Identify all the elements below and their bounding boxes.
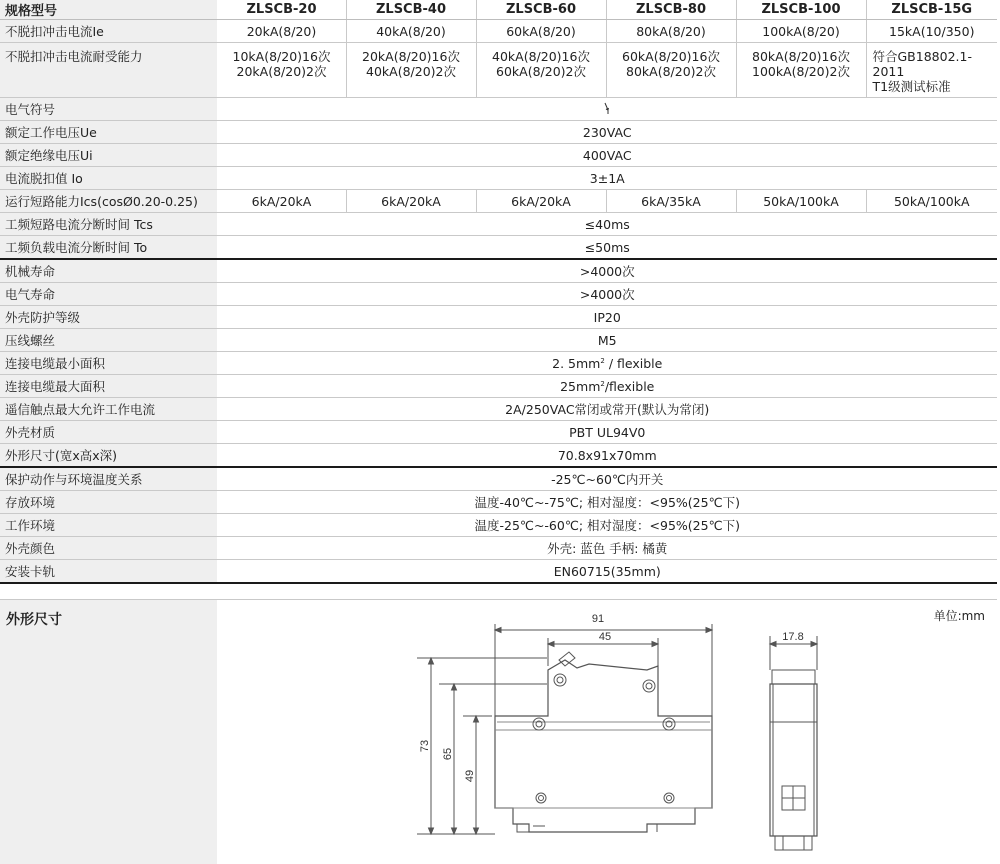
cell: IP20 xyxy=(217,306,997,329)
dim-label-91: 91 xyxy=(591,613,605,625)
row-label: 电流脱扣值 Io xyxy=(0,167,217,190)
dimension-section xyxy=(0,599,997,864)
cell: 15kA(10/350) xyxy=(866,20,997,43)
row-storage xyxy=(0,491,997,514)
row-ie xyxy=(0,20,997,43)
cell: PBT UL94V0 xyxy=(217,421,997,444)
row-label: 外壳防护等级 xyxy=(0,306,217,329)
row-label: 机械寿命 xyxy=(0,259,217,283)
cell xyxy=(217,375,997,398)
row-material xyxy=(0,421,997,444)
row-label: 遥信触点最大允许工作电流 xyxy=(0,398,217,421)
cell: 50kA/100kA xyxy=(866,190,997,213)
dim-label-65: 65 xyxy=(442,747,454,761)
cell: 6kA/20kA xyxy=(217,190,346,213)
row-label: 电气符号 xyxy=(0,98,217,121)
cell: ≤50ms xyxy=(217,236,997,260)
cell xyxy=(217,352,997,375)
unit-label: 单位:mm xyxy=(933,609,985,623)
row-label: 压线螺丝 xyxy=(0,329,217,352)
cell: EN60715(35mm) xyxy=(217,560,997,584)
row-label: 外壳颜色 xyxy=(0,537,217,560)
superscript: 2 xyxy=(600,356,605,365)
cell-text: /flexible xyxy=(604,378,655,394)
header-row xyxy=(0,0,997,20)
row-label: 额定工作电压Ue xyxy=(0,121,217,144)
row-label: 额定绝缘电压Ui xyxy=(0,144,217,167)
cell: >4000次 xyxy=(217,283,997,306)
dim-label-73: 73 xyxy=(419,739,431,753)
cell: 70.8x91x70mm xyxy=(217,444,997,468)
row-temp-protect xyxy=(0,467,997,491)
row-ip xyxy=(0,306,997,329)
row-cable-min xyxy=(0,352,997,375)
dimension-title-panel xyxy=(0,600,217,864)
row-symbol xyxy=(0,98,997,121)
row-label: 连接电缆最小面积 xyxy=(0,352,217,375)
cell: ≤40ms xyxy=(217,213,997,236)
cell-line: 40kA(8/20)16次 xyxy=(492,49,590,64)
cell: 3±1A xyxy=(217,167,997,190)
row-dims xyxy=(0,444,997,468)
row-io xyxy=(0,167,997,190)
row-work xyxy=(0,514,997,537)
model-3: ZLSCB-80 xyxy=(606,0,736,20)
cell xyxy=(217,43,346,98)
electrical-symbol xyxy=(217,98,997,121)
model-4: ZLSCB-100 xyxy=(736,0,866,20)
cell: 6kA/20kA xyxy=(476,190,606,213)
model-5: ZLSCB-15G xyxy=(866,0,997,20)
cell: 230VAC xyxy=(217,121,997,144)
row-rail xyxy=(0,560,997,584)
row-label: 保护动作与环境温度关系 xyxy=(0,467,217,491)
row-signal xyxy=(0,398,997,421)
dim-label-45: 45 xyxy=(598,631,612,643)
cell xyxy=(346,43,476,98)
cell xyxy=(866,43,997,98)
row-withstand xyxy=(0,43,997,98)
cell-line: 20kA(8/20)2次 xyxy=(236,64,327,79)
cell xyxy=(606,43,736,98)
cell: 6kA/35kA xyxy=(606,190,736,213)
cell-line: 80kA(8/20)16次 xyxy=(752,49,850,64)
dimension-drawing xyxy=(217,600,997,864)
cell-text: 25mm xyxy=(560,378,601,394)
row-label: 工频短路电流分断时间 Tcs xyxy=(0,213,217,236)
row-ue xyxy=(0,121,997,144)
row-label: 存放环境 xyxy=(0,491,217,514)
model-0: ZLSCB-20 xyxy=(217,0,346,20)
cell-line: 80kA(8/20)2次 xyxy=(626,64,716,79)
cell-line: 40kA(8/20)2次 xyxy=(366,64,456,79)
cell xyxy=(476,43,606,98)
cell: 400VAC xyxy=(217,144,997,167)
cell: 6kA/20kA xyxy=(346,190,476,213)
cell-line: 60kA(8/20)16次 xyxy=(622,49,720,64)
row-elec-life xyxy=(0,283,997,306)
row-label: 运行短路能力Ics(cosØ0.20-0.25) xyxy=(0,190,217,213)
cell: 20kA(8/20) xyxy=(217,20,346,43)
cell: 80kA(8/20) xyxy=(606,20,736,43)
dim-label-17-8: 17.8 xyxy=(782,631,804,643)
cell-line: 10kA(8/20)16次 xyxy=(232,49,331,64)
cell-line: 100kA(8/20)2次 xyxy=(752,64,850,79)
cell: M5 xyxy=(217,329,997,352)
row-label: 不脱扣冲击电流Ie xyxy=(0,20,217,43)
row-to xyxy=(0,236,997,260)
row-label: 工频负载电流分断时间 To xyxy=(0,236,217,260)
cell: -25℃~60℃内开关 xyxy=(217,467,997,491)
row-label: 安装卡轨 xyxy=(0,560,217,584)
cell: 外壳: 蓝色 手柄: 橘黄 xyxy=(217,537,997,560)
row-label: 电气寿命 xyxy=(0,283,217,306)
cell: 温度-40℃~-75℃; 相对湿度：<95%(25℃下) xyxy=(217,491,997,514)
cell-text: / flexible xyxy=(604,355,663,371)
spd-symbol-icon xyxy=(602,101,612,115)
row-label: 外壳材质 xyxy=(0,421,217,444)
row-label: 工作环境 xyxy=(0,514,217,537)
row-label: 外形尺寸(宽x高x深) xyxy=(0,444,217,468)
cell: 100kA(8/20) xyxy=(736,20,866,43)
cell xyxy=(736,43,866,98)
row-color xyxy=(0,537,997,560)
dimension-title: 外形尺寸 xyxy=(6,612,62,628)
cell-line: 60kA(8/20)2次 xyxy=(496,64,586,79)
dim-label-49: 49 xyxy=(464,769,476,783)
row-ics xyxy=(0,190,997,213)
header-label: 规格型号 xyxy=(0,0,217,20)
model-2: ZLSCB-60 xyxy=(476,0,606,20)
cell-line: 20kA(8/20)16次 xyxy=(362,49,460,64)
row-label: 不脱扣冲击电流耐受能力 xyxy=(0,43,217,98)
row-tcs xyxy=(0,213,997,236)
superscript: 2 xyxy=(600,379,605,388)
row-screw xyxy=(0,329,997,352)
cell: 40kA(8/20) xyxy=(346,20,476,43)
row-ui xyxy=(0,144,997,167)
cell: 50kA/100kA xyxy=(736,190,866,213)
model-1: ZLSCB-40 xyxy=(346,0,476,20)
cell-line: T1级测试标准 xyxy=(872,79,951,94)
cell-line: 符合GB18802.1-2011 xyxy=(872,49,972,79)
row-label: 连接电缆最大面积 xyxy=(0,375,217,398)
cell: >4000次 xyxy=(217,259,997,283)
cell: 2A/250VAC常闭或常开(默认为常闭) xyxy=(217,398,997,421)
row-mech-life xyxy=(0,259,997,283)
cell-text: 2. 5mm xyxy=(552,355,601,371)
cell: 温度-25℃~-60℃; 相对湿度：<95%(25℃下) xyxy=(217,514,997,537)
row-cable-max xyxy=(0,375,997,398)
cell: 60kA(8/20) xyxy=(476,20,606,43)
